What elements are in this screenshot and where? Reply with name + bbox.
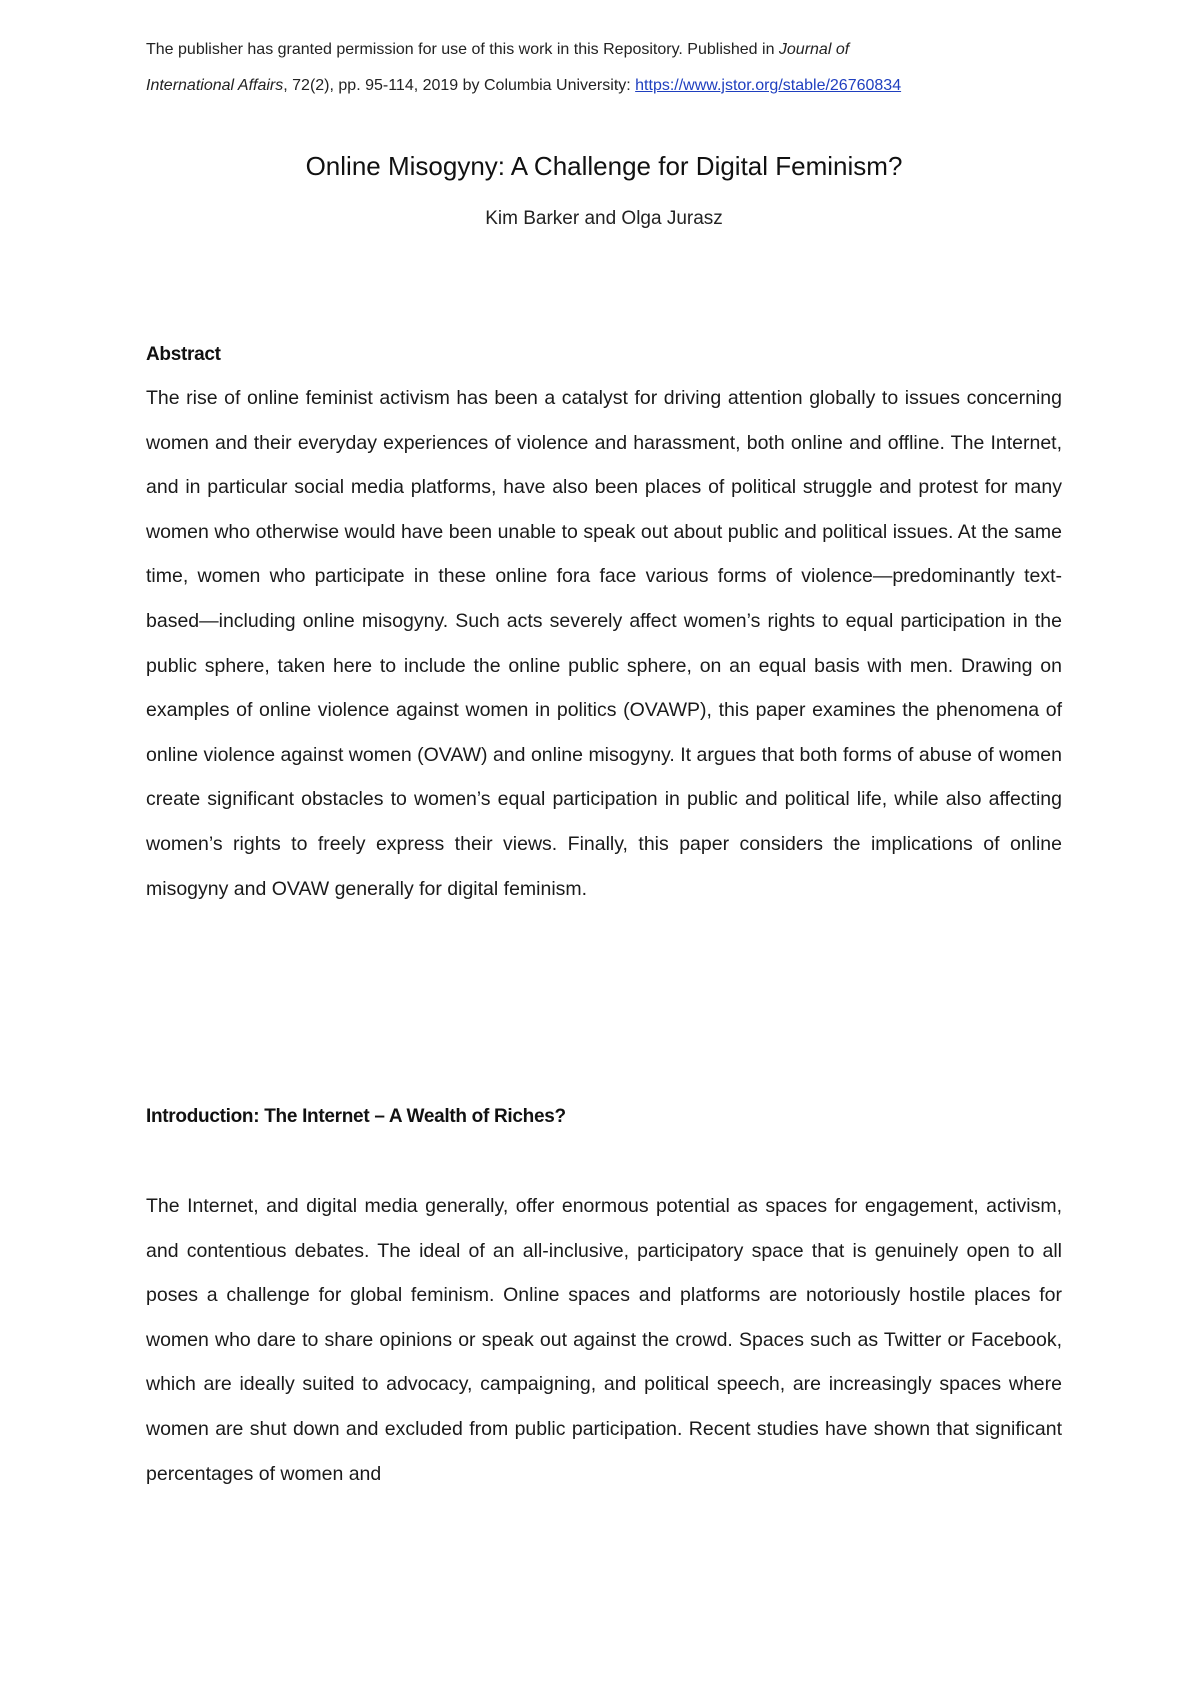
paper-authors: Kim Barker and Olga Jurasz (485, 208, 723, 229)
abstract-text: The rise of online feminist activism has been a catalyst for driving attention globally to issues concerning women and their everyday experiences of violence and harassment, both online and offline. The Internet, and in particular social media platforms, have also been places of political struggle and protest for many women who otherwise would have been unable to speak out about public and political issues. At the same time, women who participate in these online fora face various forms of violence—predominantly text-based—including online misogyny. Such acts severely affect women’s rights to equal participation in the public sphere, taken here to include the online public sphere, on an equal basis with men. Drawing on examples of online violence against women in politics (OVAWP), this paper examines the phenomena of online violence against women (OVAW) and online misogyny. It argues that both forms of abuse of women create significant obstacles to women’s equal participation in public and political life, while also affecting women’s rights to freely express their views. Finally, this paper considers the implications of online misogyny and OVAW generally for digital feminism. (146, 387, 1062, 900)
notice-prefix: The publisher has granted permission for use of this work in this Repository. Published in (146, 41, 779, 58)
notice-line-2 (146, 68, 1066, 104)
notice-journal-part2: International Affairs (146, 77, 284, 94)
notice-line-1 (146, 32, 1066, 68)
jstor-link[interactable]: https://www.jstor.org/stable/26760834 (635, 77, 902, 94)
introduction-heading: Introduction: The Internet – A Wealth of Riches? (146, 1106, 566, 1127)
notice-journal-part1: Journal of (778, 41, 850, 58)
abstract-heading: Abstract (146, 344, 221, 365)
paper-title: Online Misogyny: A Challenge for Digital Feminism? (305, 151, 903, 181)
introduction-text: The Internet, and digital media generally, offer enormous potential as spaces for engagement, activism, and contentious debates. The ideal of an all-inclusive, participatory space that is genuinely open to all poses a challenge for global feminism. Online spaces and platforms are notoriously hostile places for women who dare to share opinions or speak out against the crowd. Spaces such as Twitter or Facebook, which are ideally suited to advocacy, campaigning, and political speech, are increasingly spaces where women are shut down and excluded from public participation. Recent studies have shown that significant percentages of women and (146, 1195, 1062, 1485)
publisher-notice (146, 32, 1066, 104)
notice-details: , 72(2), pp. 95-114, 2019 by Columbia University: (283, 77, 636, 94)
